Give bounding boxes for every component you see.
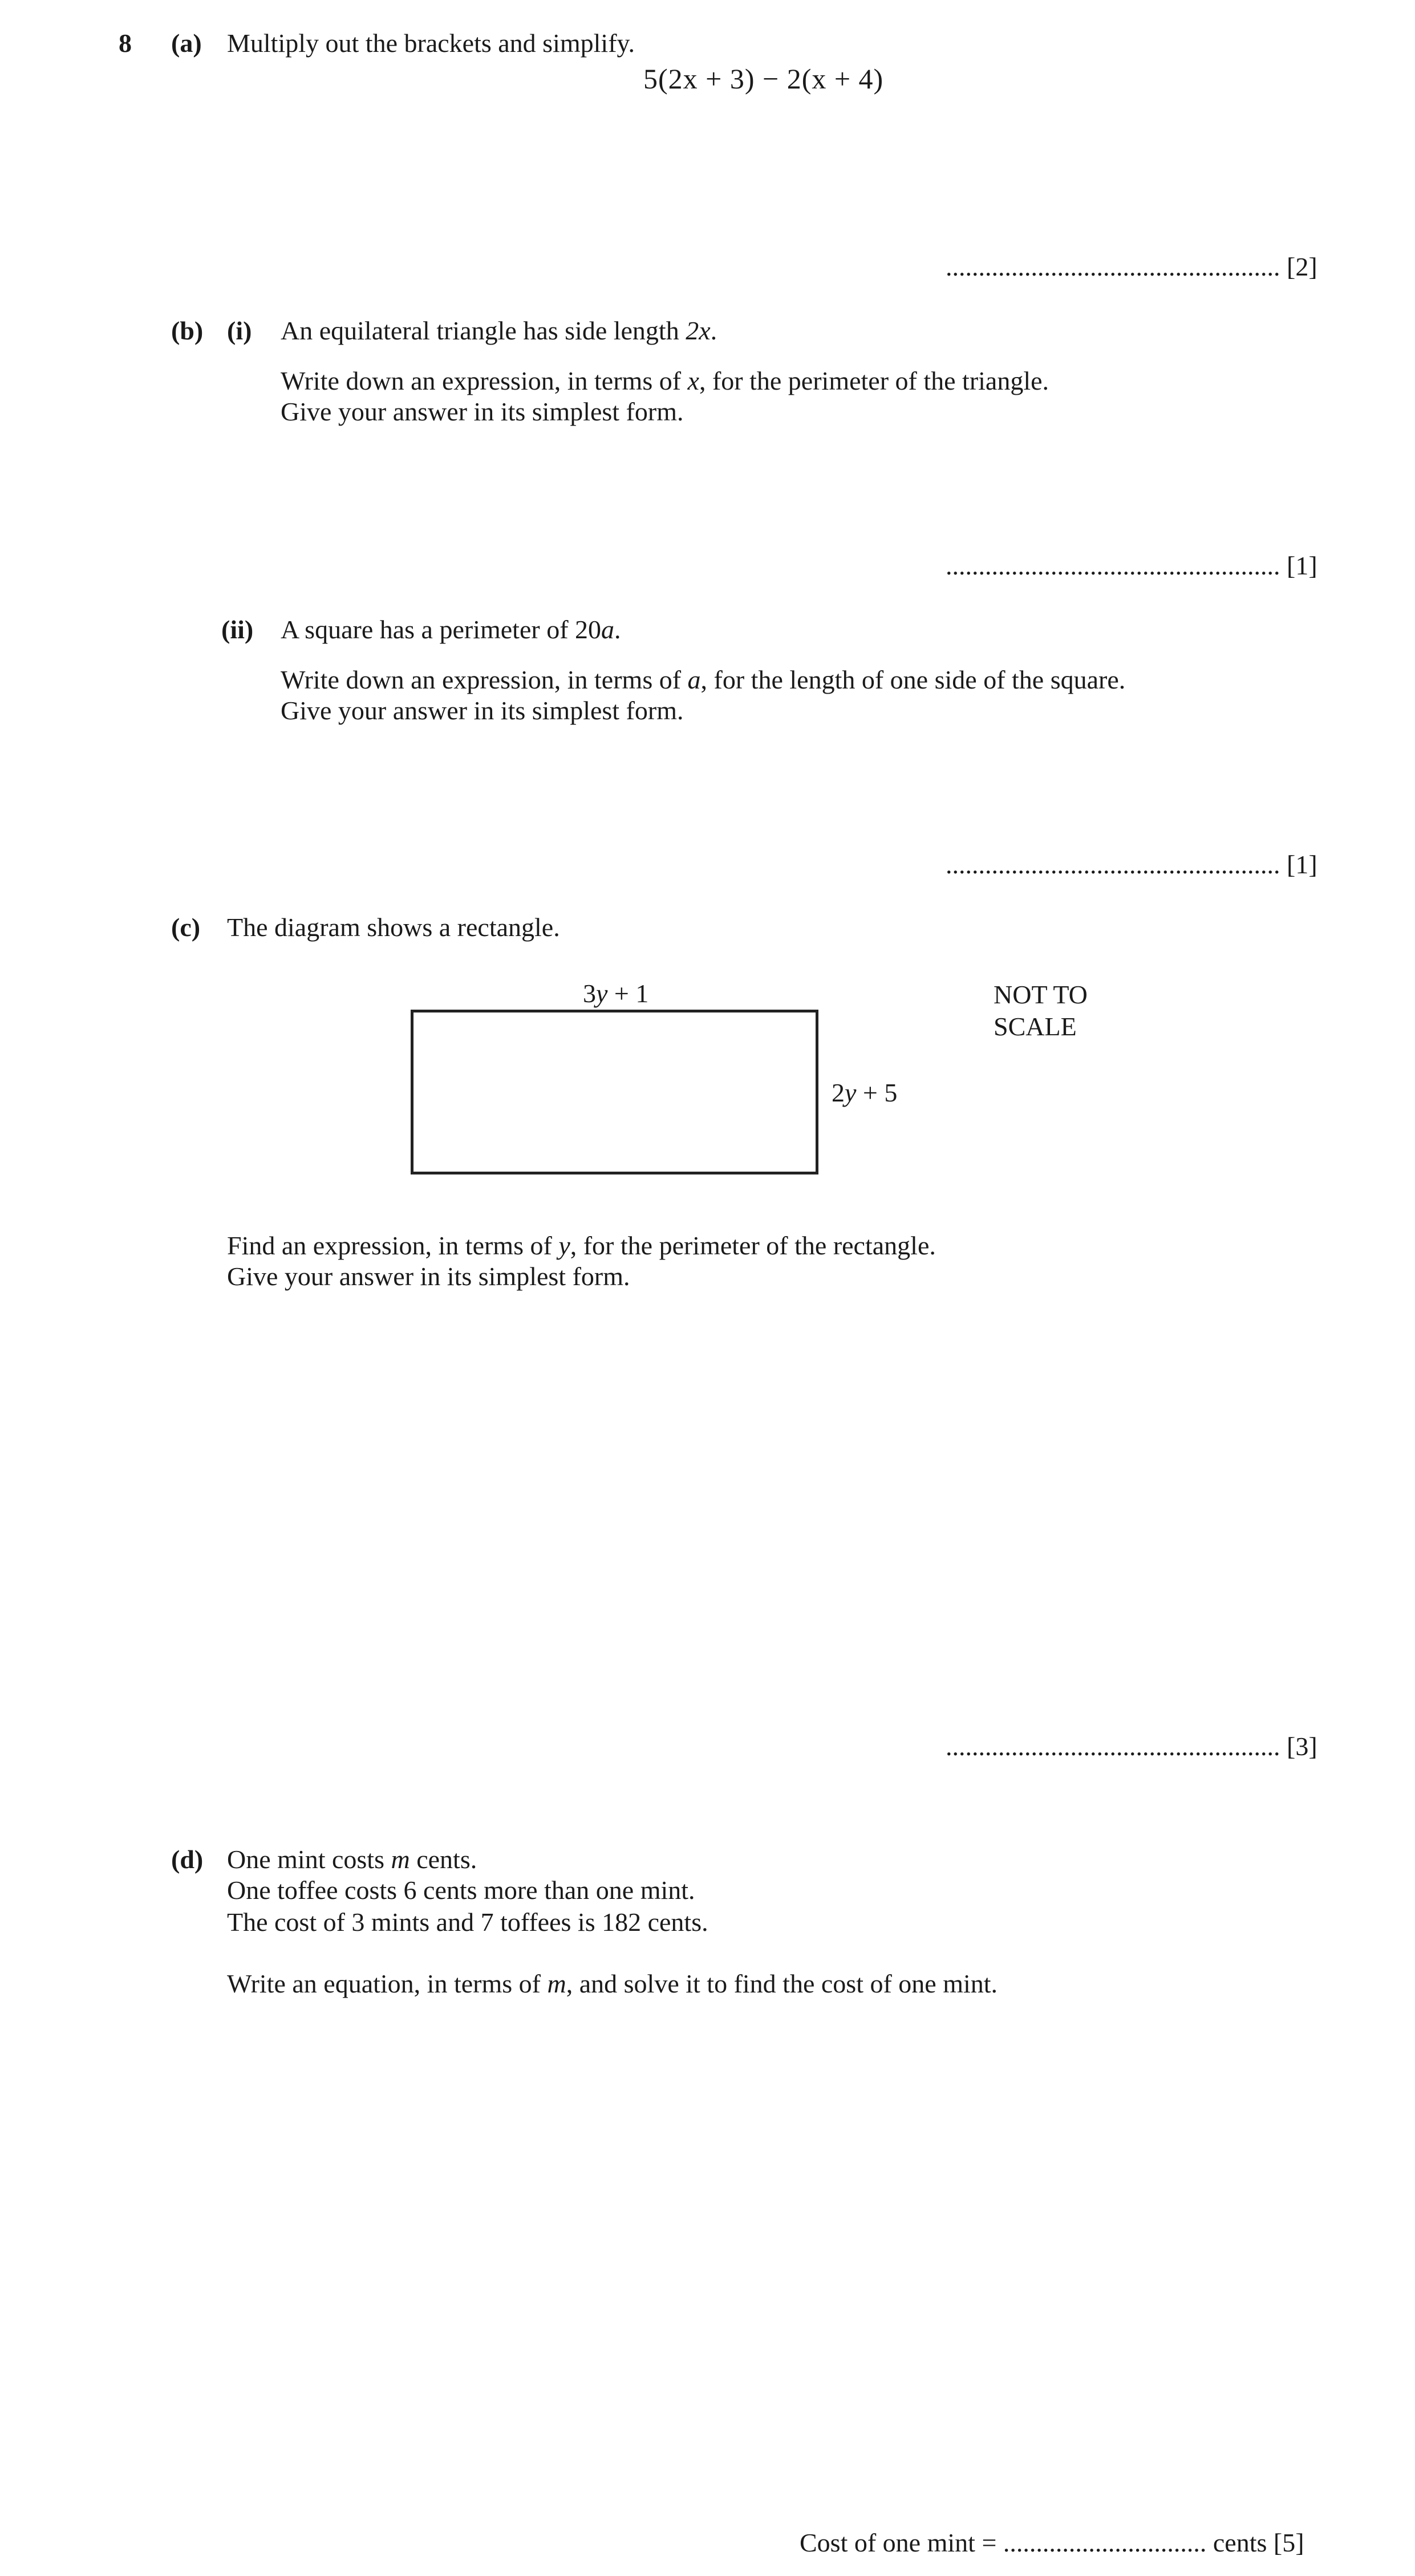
- answer-prefix: Cost of one mint =: [800, 2528, 997, 2557]
- part-c-stem: The diagram shows a rectangle.: [227, 913, 560, 942]
- part-d-answer-line[interactable]: [800, 2527, 1304, 2558]
- answer-dots: ...................................................: [946, 252, 1280, 281]
- rectangle-side-label: 2y + 5: [832, 1078, 898, 1107]
- part-b-i-label: (i): [227, 316, 252, 345]
- marks: [3]: [1287, 1732, 1317, 1761]
- part-a-answer-line[interactable]: [946, 251, 1317, 282]
- part-b-ii-label: (ii): [221, 615, 254, 644]
- part-d-line2: One toffee costs 6 cents more than one mint.: [227, 1876, 695, 1905]
- answer-dots: ...................................................: [946, 1732, 1280, 1761]
- part-b-ii-line1: Write down an expression, in terms of a, for the length of one side of the square.: [281, 665, 1126, 694]
- part-c-line2: Give your answer in its simplest form.: [227, 1262, 630, 1291]
- question-number: 8: [119, 29, 132, 58]
- part-d-line4: Write an equation, in terms of m, and solve it to find the cost of one mint.: [227, 1969, 998, 1998]
- part-b-ii-line2: Give your answer in its simplest form.: [281, 696, 684, 725]
- marks: [2]: [1287, 252, 1317, 281]
- part-b-label: (b): [171, 316, 204, 345]
- part-a-expression: 5(2x + 3) − 2(x + 4): [643, 63, 884, 95]
- answer-dots: ...............................: [1003, 2528, 1207, 2557]
- marks: [5]: [1273, 2528, 1304, 2557]
- part-a-instruction: Multiply out the brackets and simplify.: [227, 29, 635, 58]
- part-d-line3: The cost of 3 mints and 7 toffees is 182 cents.: [227, 1907, 708, 1937]
- part-b-i-answer-line[interactable]: [946, 550, 1317, 581]
- part-b-ii-stem: A square has a perimeter of 20a.: [281, 615, 621, 644]
- part-b-i-line1: Write down an expression, in terms of x, for the perimeter of the triangle.: [281, 366, 1049, 395]
- part-c-answer-line[interactable]: [946, 1731, 1317, 1762]
- marks: [1]: [1287, 551, 1317, 580]
- not-to-scale-line2: SCALE: [994, 1012, 1077, 1041]
- part-c-line1: Find an expression, in terms of y, for the perimeter of the rectangle.: [227, 1231, 936, 1260]
- not-to-scale-line1: NOT TO: [994, 980, 1088, 1009]
- marks: [1]: [1287, 850, 1317, 879]
- part-a-label: (a): [171, 29, 202, 58]
- part-b-i-stem: An equilateral triangle has side length 2x.: [281, 316, 717, 345]
- part-d-line1: One mint costs m cents.: [227, 1845, 477, 1874]
- rectangle-top-label: 3y + 1: [583, 979, 649, 1008]
- part-b-i-line2: Give your answer in its simplest form.: [281, 397, 684, 426]
- answer-suffix: cents: [1213, 2528, 1267, 2557]
- part-c-label: (c): [171, 913, 201, 942]
- part-d-label: (d): [171, 1845, 204, 1874]
- rectangle-diagram: [411, 1010, 818, 1174]
- answer-dots: ...................................................: [946, 551, 1280, 580]
- part-b-ii-answer-line[interactable]: [946, 849, 1317, 880]
- answer-dots: ...................................................: [946, 850, 1280, 879]
